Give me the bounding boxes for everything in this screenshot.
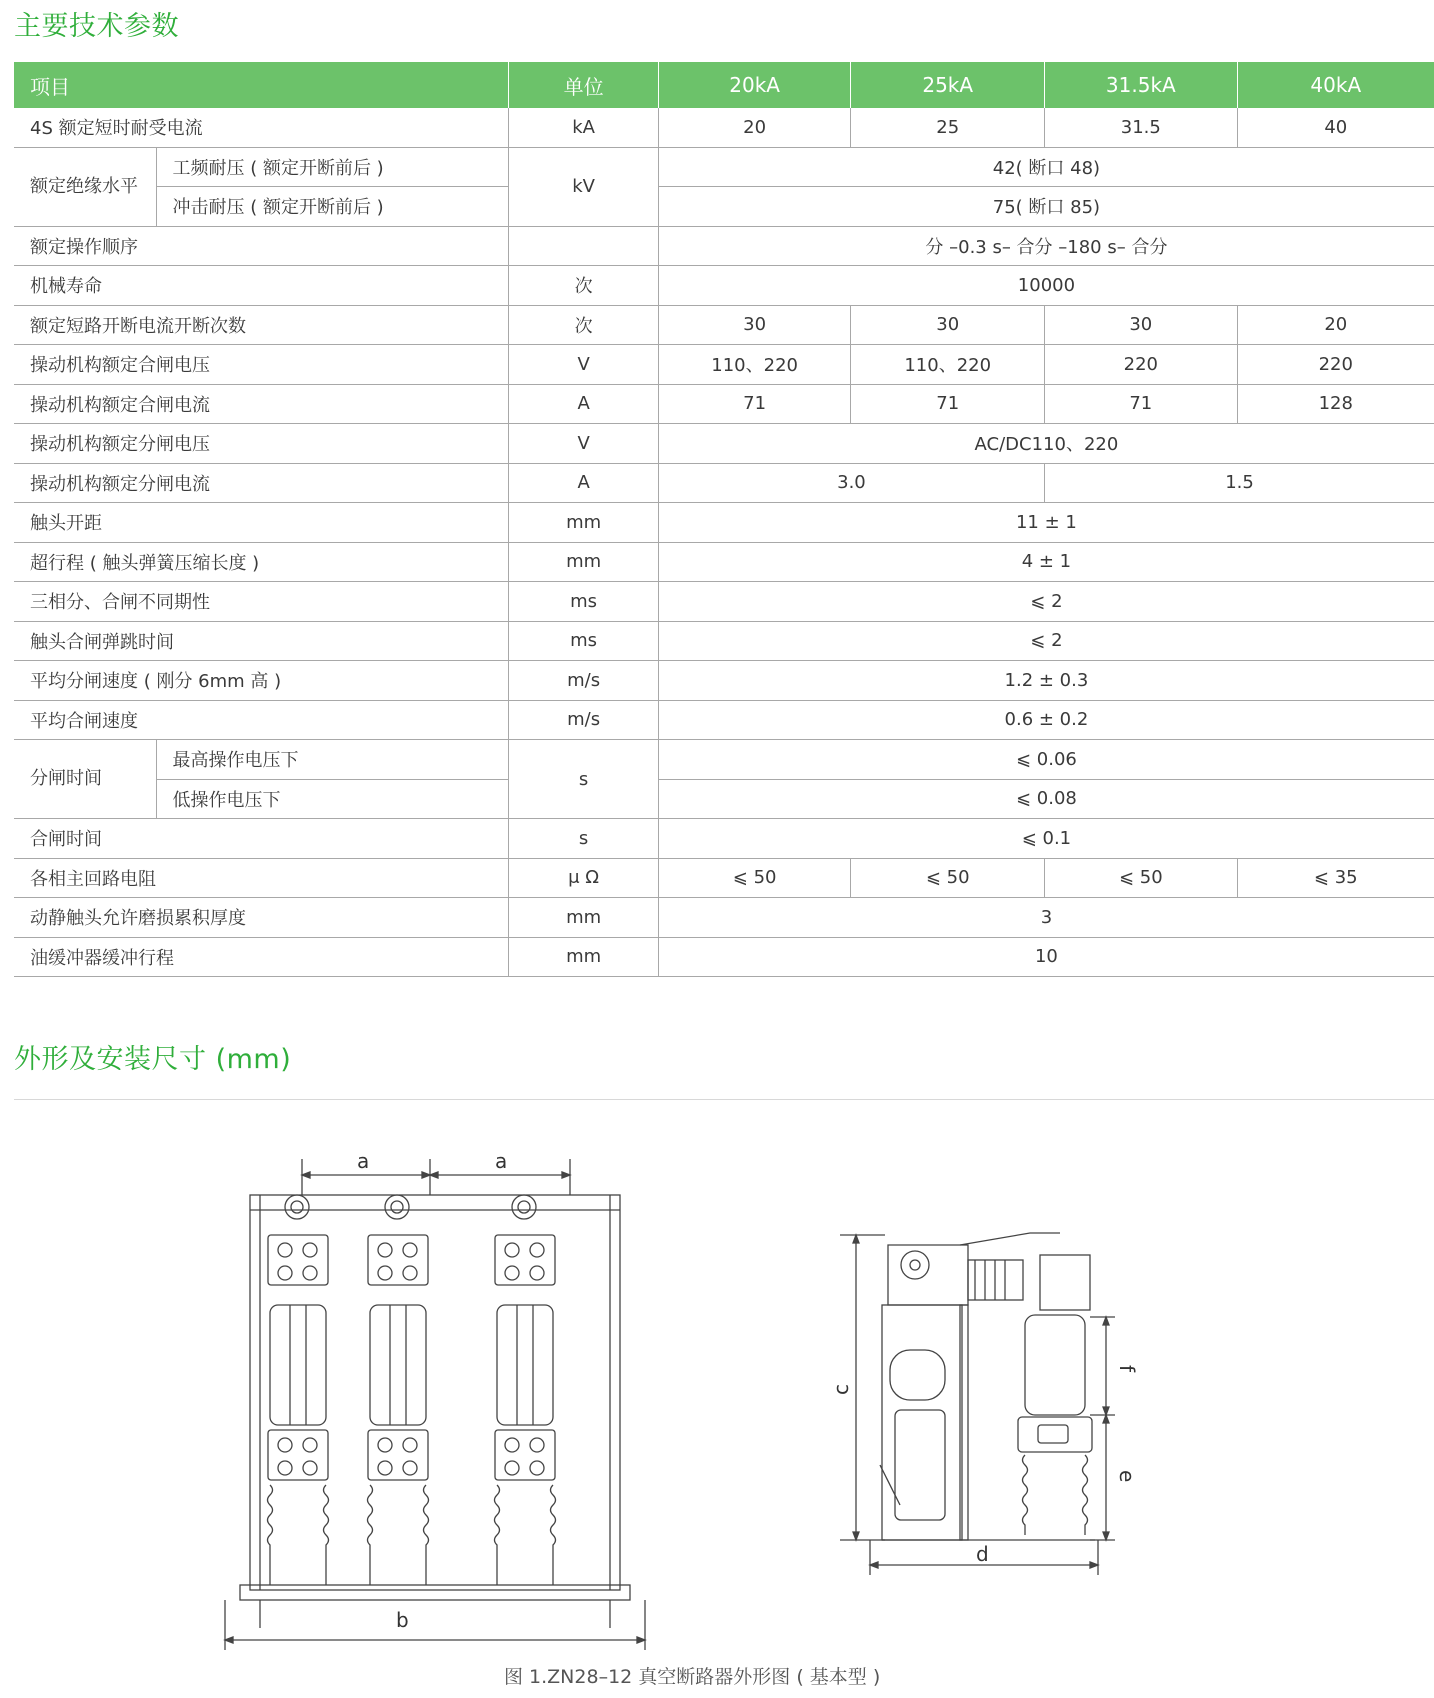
side-view-drawing [829,1225,1200,1589]
row-value: ⩽ 2 [658,582,1434,622]
row-item: 超行程 ( 触头弹簧压缩长度 ) [14,542,509,582]
table-row [14,621,1434,661]
table-row [14,819,1434,859]
table-row [14,542,1434,582]
row-value: ⩽ 2 [658,621,1434,661]
row-value: 3.0 [658,463,1044,503]
technical-parameters-table [14,62,1434,977]
pole-side-body [882,1315,1095,1540]
row-value: 20 [658,108,851,147]
row-unit: ms [509,621,659,661]
dim-label-c: c [829,1384,853,1395]
header-item: 项目 [14,62,509,108]
row-value: 71 [1045,384,1238,424]
row-value: 30 [1045,305,1238,345]
section-title-dimensions: 外形及安装尺寸 (mm) [14,1044,292,1075]
row-value: 11 ± 1 [658,503,1434,543]
row-value: 10 [658,937,1434,977]
dim-label-e: e [1115,1470,1139,1483]
row-value: 110、220 [658,345,851,385]
row-value: ⩽ 50 [658,858,851,898]
row-item: 操动机构额定合闸电流 [14,384,509,424]
table-row [14,345,1434,385]
dimension-f-e-lines [1090,1317,1115,1540]
row-value: ⩽ 0.06 [658,740,1434,780]
row-value: ⩽ 50 [1045,858,1238,898]
row-value: 40 [1237,108,1434,147]
row-item: 动静触头允许磨损累积厚度 [14,898,509,938]
row-item: 三相分、合闸不同期性 [14,582,509,622]
row-value: 31.5 [1045,108,1238,147]
table-row [14,582,1434,622]
table-row [14,305,1434,345]
row-item: 操动机构额定合闸电压 [14,345,509,385]
row-value: 1.5 [1045,463,1434,503]
header-40ka: 40kA [1237,62,1434,108]
dim-label-f: f [1115,1365,1139,1373]
front-view-drawing [240,1145,640,1659]
row-unit: mm [509,542,659,582]
row-unit: A [509,384,659,424]
table-row [14,266,1434,306]
row-item: 触头合闸弹跳时间 [14,621,509,661]
dim-label-b: b [396,1608,409,1632]
pole-unit-right [495,1195,556,1585]
table-row [14,108,1434,147]
pole-unit-middle [368,1195,429,1585]
row-value: 4 ± 1 [658,542,1434,582]
row-item: 合闸时间 [14,819,509,859]
row-item: 各相主回路电阻 [14,858,509,898]
row-value: 110、220 [851,345,1045,385]
row-unit: 次 [509,305,659,345]
table-row [14,147,1434,187]
row-group-label: 额定绝缘水平 [14,147,156,226]
row-item: 机械寿命 [14,266,509,306]
row-value: 20 [1237,305,1434,345]
row-value: 71 [851,384,1045,424]
row-unit: s [509,740,659,819]
mechanism-body [880,1233,1090,1540]
row-value: ⩽ 35 [1237,858,1434,898]
row-unit: V [509,424,659,464]
row-value: 1.2 ± 0.3 [658,661,1434,701]
figure-caption: 图 1.ZN28–12 真空断路器外形图 ( 基本型 ) [504,1666,881,1688]
row-value: 75( 断口 85) [658,187,1434,227]
row-sub-item: 工频耐压 ( 额定开断前后 ) [156,147,509,187]
row-value: 71 [658,384,851,424]
table-row [14,226,1434,266]
row-sub-item: 冲击耐压 ( 额定开断前后 ) [156,187,509,227]
table-row [14,503,1434,543]
row-value: 30 [851,305,1045,345]
row-value: ⩽ 50 [851,858,1045,898]
row-value: 分 –0.3 s– 合分 –180 s– 合分 [658,226,1434,266]
row-unit: kV [509,147,659,226]
table-row [14,384,1434,424]
table-row [14,937,1434,977]
dim-label-a2: a [495,1149,508,1173]
table-row [14,187,1434,227]
row-group-label: 分闸时间 [14,740,156,819]
row-item: 额定短路开断电流开断次数 [14,305,509,345]
row-item: 触头开距 [14,503,509,543]
table-row [14,424,1434,464]
row-item: 操动机构额定分闸电流 [14,463,509,503]
row-value: 220 [1045,345,1238,385]
row-unit: m/s [509,700,659,740]
row-value: 0.6 ± 0.2 [658,700,1434,740]
header-25ka: 25kA [851,62,1045,108]
row-unit: V [509,345,659,385]
row-value: 30 [658,305,851,345]
row-unit: mm [509,503,659,543]
dim-label-a1: a [357,1149,370,1173]
table-row [14,700,1434,740]
row-unit: mm [509,937,659,977]
table-row [14,858,1434,898]
row-item: 平均合闸速度 [14,700,509,740]
row-unit: μ Ω [509,858,659,898]
section-title-parameters: 主要技术参数 [14,11,179,42]
row-value: 10000 [658,266,1434,306]
row-unit: m/s [509,661,659,701]
row-value: 42( 断口 48) [658,147,1434,187]
pole-unit-left [268,1195,329,1585]
row-value: 25 [851,108,1045,147]
row-value: 220 [1237,345,1434,385]
dimension-a-lines [302,1159,570,1195]
row-unit [509,226,659,266]
dim-label-d: d [976,1542,989,1566]
table-row [14,661,1434,701]
table-row [14,463,1434,503]
row-value: AC/DC110、220 [658,424,1434,464]
row-unit: A [509,463,659,503]
row-unit: kA [509,108,659,147]
table-row [14,740,1434,780]
row-value: 128 [1237,384,1434,424]
row-item: 油缓冲器缓冲行程 [14,937,509,977]
row-unit: ms [509,582,659,622]
row-item: 平均分闸速度 ( 刚分 6mm 高 ) [14,661,509,701]
header-31-5ka: 31.5kA [1045,62,1238,108]
table-row [14,779,1434,819]
dimension-b-line [225,1600,645,1650]
row-unit: mm [509,898,659,938]
row-sub-item: 低操作电压下 [156,779,509,819]
row-value: ⩽ 0.1 [658,819,1434,859]
row-unit: s [509,819,659,859]
row-item: 操动机构额定分闸电压 [14,424,509,464]
table-row [14,898,1434,938]
row-value: ⩽ 0.08 [658,779,1434,819]
row-value: 3 [658,898,1434,938]
row-unit: 次 [509,266,659,306]
header-unit: 单位 [509,62,659,108]
header-20ka: 20kA [658,62,851,108]
section-divider [14,1099,1434,1100]
frame-outline [240,1195,630,1628]
row-item: 额定操作顺序 [14,226,509,266]
table-header-row [14,62,1434,108]
row-item: 4S 额定短时耐受电流 [14,108,509,147]
row-sub-item: 最高操作电压下 [156,740,509,780]
